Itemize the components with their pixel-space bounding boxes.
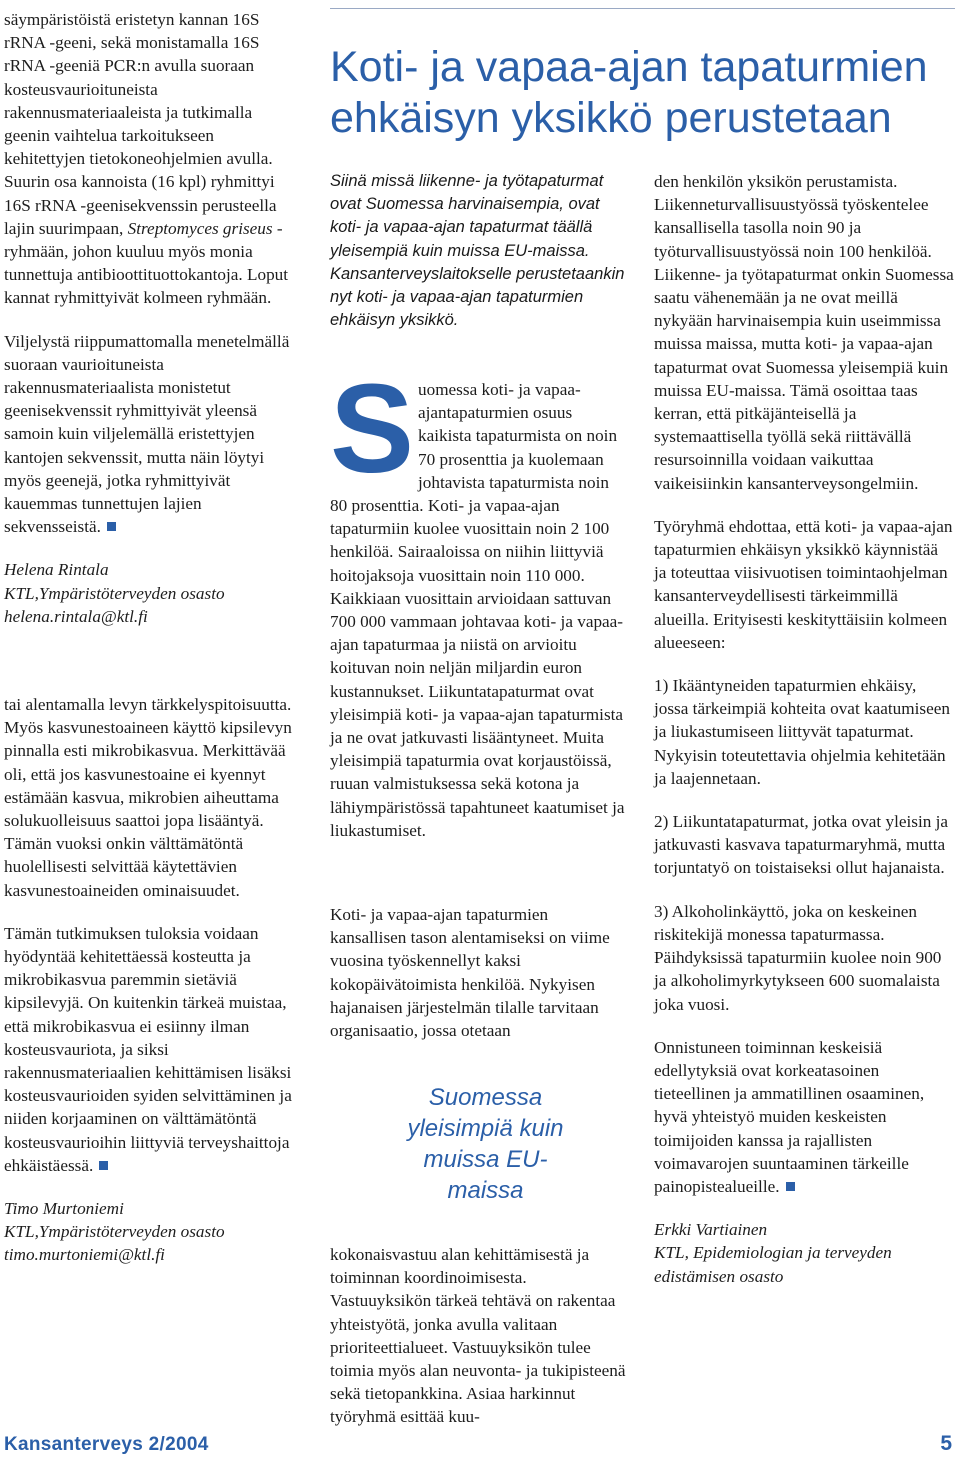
paragraph: den henkilön yksikön perustamista. Liikenneturvallisuustyössä työskentelee kansallisella tasolla noin 90 ja työturvallisuustyössä noin 100 henkilöä. Liikenne- ja työtapaturmat onkin Suomessa saatu vähenemään ja ne ovat meillä nykyään harvinaisempia kuin useimmissa muissa maissa, mutta koti- ja vapaa-ajan tapaturmat ovat Suomessa yleisempiä kuin muissa EU-maissa. Tämä osoittaa taas kerran, että pitkäjänteisellä ja systemaattisella työllä sekä riittävällä resursoinnilla voidaan vaikuttaa vaikeisiinkin kansanterveysongelmiin. [654,172,954,493]
end-mark-icon [786,1182,795,1191]
drop-cap: S [330,358,415,499]
article-lead: Siinä missä liikenne- ja työtapaturmat ovat Suomessa harvinaisempia, ovat koti- ja vapaa-ajan tapaturmat täällä yleisempiä kuin muissa EU-maissa. Kansanterveyslaitokselle perustetaankin nyt koti- ja vapaa-ajan tapaturmien ehkäisyn yksikkö. [330,172,625,330]
author-name: Timo Murtoniemi [4,1199,124,1219]
author-email[interactable]: helena.rintala@ktl.fi [4,606,148,626]
left-column-top [4,8,299,628]
paragraph: Tämän tutkimuksen tuloksia voidaan hyödyntää kehitettäessä kosteutta ja mikrobikasvua paremmin sietäviä kipsilevyjä. On kuitenkin tärkeä muistaa, että mikrobikasvua ei esiinny ilman kosteusvauriota, ja siksi rakennusmateriaalien kehittämisen lisäksi kosteusvaurioiden syiden selvittäminen ja niiden korjaaminen on välttämätöntä kosteusvaurioihin liittyviä terveyshaittoja ehkäistäessä. [4,923,292,1175]
author-signature [4,1197,309,1267]
paragraph: 2) Liikuntatapaturmat, jotka ovat yleisin ja jatkuvasti kasvava tapaturmaryhmä, mutta torjuntatyö on toistaiseksi ollut hajanaista. [654,812,949,878]
author-name: Erkki Vartiainen [654,1220,768,1240]
left-column-bottom [4,693,309,1267]
author-email[interactable]: timo.murtoniemi@ktl.fi [4,1245,165,1265]
author-signature [4,558,299,628]
paragraph: 1) Ikääntyneiden tapaturmien ehkäisy, jossa tärkeimpiä kohteita ovat kaatumiseen ja liukastumiseen liittyvät tapaturmat. Nykyisin toteutettavia ohjelmia kehitetään ja laajennetaan. [654,676,950,788]
species-name: Streptomyces griseus [127,218,273,238]
end-mark-icon [99,1161,108,1170]
author-organization: KTL,Ympäristöterveyden osasto [4,583,225,603]
author-organization: KTL, Epidemiologian ja terveyden edistämisen osasto [654,1243,892,1286]
paragraph: Suomessa koti- ja vapaa-ajantapaturmien osuus kaikista tapaturmista on noin 70 prosenttia ja kuolemaan johtavista tapaturmista noin 80 prosenttia. Koti- ja vapaa-ajan tapaturmiin kuolee vuosittain noin 2 100 henkilöä. Sairaaloissa on niihin liittyviä hoitojaksoja vuosittain noin 110 000. Kaikkiaan vuosittain arvioidaan sattuvan 700 000 vammaan johtavaa koti- ja vapaa-ajan tapaturmaa ja niistä on arvioitu koituvan noin neljän miljardin euron kustannukset. Liikuntatapaturmat ovat yleisimpiä koti- ja vapaa-ajan tapaturmista ja ne ovat jatkuvasti lisääntyneet. Muita yleisimpiä tapaturmia ovat korjaustöissä, ruuan valmistuksessa sekä kotona ja lähiympäristössä tapahtuneet kaatumiset ja liukastumiset. [330,358,625,840]
paragraph: tai alentamalla levyn tärkkelyspitoisuutta. Myös kasvunestoaineen käyttö kipsilevyn pinnalla esti mikrobikasvua. Merkittävää oli, että jos kasvunestoaine ei kyennyt estämään kasvua, mikrobien aiheuttama solukuolleisuus saattoi jopa lisääntyä. Tämän vuoksi onkin välttämätöntä huolellisesti selvittää käytettävien kasvunestoaineiden ominaisuudet. [4,695,292,900]
paragraph: Työryhmä ehdottaa, että koti- ja vapaa-ajan tapaturmien ehkäisyn yksikkö käynnistää ja toteuttaa viisivuotisen toimintaohjelman kansanterveydellisesti tärkeimmillä alueilla. Erityisesti keskityttäisiin kolmeen alueeseen: [654,516,953,652]
paragraph: kokonaisvastuu alan kehittämisestä ja toiminnan koordinoimisesta. Vastuuyksikön tärkeä tehtävä on rakentaa yhteistyötä, jonka avulla valitaan prioriteettialueet. Vastuuyksikön tulee toimia myös alan neuvonta- ja tukipisteenä sekä tietopankkina. Asiaa harkinnut työryhmä esittää kuu- [330,1245,626,1427]
middle-column-bottom [330,1243,628,1429]
paragraph: Viljelystä riippumattomalla menetelmällä suoraan vaurioituneista rakennusmateriaalista monistetut geenisekvenssit ryhmittyivät yleensä samoin kuin viljelemällä eristettyjen kantojen sekvenssit, mutta näin löytyi myös geenejä, jotka ryhmittyivät kauemmas tunnettujen lajien sekvensseistä. [4,331,290,537]
page-number: 5 [940,1432,952,1455]
middle-column-top [330,358,628,842]
right-column [654,170,954,1288]
middle-column-mid [330,903,628,1042]
paragraph: säympäristöistä eristetyn kannan 16S rRNA -geeni, sekä monistamalla 16S rRNA -geeniä PCR:n avulla suoraan kosteusvaurioituneista rakennusmateriaaleista ja tutkimalla geenin vaihtelua tarkoitukseen kehitettyjen tietokoneohjelmien avulla. Suurin osa kannoista (16 kpl) ryhmittyi 16S rRNA -geenisekvenssin perusteella lajin suurimpaan, Streptomyces griseus -ryhmään, johon kuuluu myös monia tunnettuja antibioottituottokantoja. Loput kannat ryhmittyivät kolmeen ryhmään. [4,10,289,308]
author-name: Helena Rintala [4,560,109,580]
top-rule [330,8,955,9]
pull-quote: Suomessa yleisimpiä kuin muissa EU-maissa [407,1084,564,1204]
author-signature [654,1218,954,1288]
article-headline: Koti- ja vapaa-ajan tapaturmien ehkäisyn yksikkö perustetaan [330,43,928,142]
paragraph: Koti- ja vapaa-ajan tapaturmien kansallisen tason alentamiseksi on viime vuosina työskennellyt kaksi kokopäivätoimista henkilöä. Nykyisen hajanaisen järjestelmän tilalle tarvitaan organisaatio, jossa otetaan [330,905,610,1041]
paragraph: 3) Alkoholinkäyttö, joka on keskeinen riskitekijä monessa tapaturmassa. Päihdyksissä tapaturmiin kuolee noin 900 ja alkoholimyrkytykseen 600 suomalaista joka vuosi. [654,901,942,1014]
publication-footer: Kansanterveys 2/2004 [4,1434,209,1455]
author-organization: KTL,Ympäristöterveyden osasto [4,1222,225,1242]
paragraph: Onnistuneen toiminnan keskeisiä edellytyksiä ovat korkeatasoinen tieteellinen ja ammatillinen osaaminen, hyvä yhteistyö muiden keskeisten toimijoiden kanssa ja rajallisten voimavarojen suuntaaminen tärkeille painopistealueille. [654,1037,925,1196]
end-mark-icon [107,522,116,531]
